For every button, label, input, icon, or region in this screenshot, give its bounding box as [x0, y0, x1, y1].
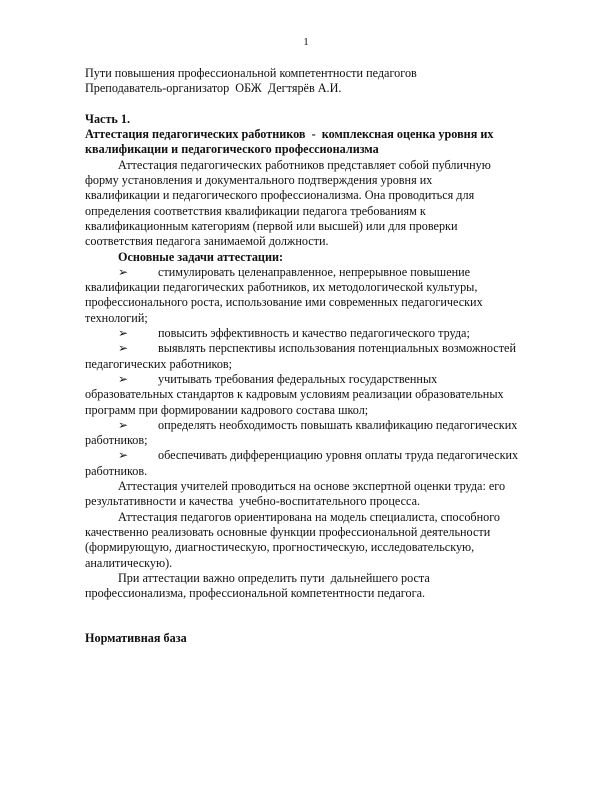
bullet-continuation: работников;: [85, 433, 148, 448]
bullet-first-line: [85, 418, 547, 433]
section-heading-line: квалификации и педагогического профессионализма: [85, 142, 379, 157]
paragraph-2: [85, 479, 547, 510]
paragraph-line: форму установления и документального подтверждения уровня их: [85, 173, 433, 188]
document-author: Преподаватель-организатор ОБЖ Дегтярёв А.И.: [85, 81, 342, 96]
bullet-continuation: образовательных стандартов к кадровым условиям реализации образовательных: [85, 387, 504, 402]
arrow-bullet-icon: ➢: [118, 417, 129, 432]
bullet-first-line: [85, 448, 547, 463]
bullet-first-line: [85, 372, 547, 387]
bullet-text: повысить эффективность и качество педагогического труда;: [158, 326, 470, 341]
intro-paragraph: [85, 158, 547, 250]
bullet-text: выявлять перспективы использования потенциальных возможностей: [158, 341, 516, 356]
paragraph-line: Аттестация учителей проводиться на основе экспертной оценки труда: его: [118, 479, 506, 494]
paragraph-line: квалификации и педагогического профессионализма. Она проводиться для: [85, 188, 475, 203]
bullet-continuation: технологий;: [85, 310, 148, 325]
section-heading-line: Аттестация педагогических работников - комплексная оценка уровня их: [85, 127, 494, 142]
bullet-continuation: педагогических работников;: [85, 356, 233, 371]
tasks-heading: Основные задачи аттестации:: [118, 249, 284, 264]
bullet-continuation: программ при формировании кадрового состава школ;: [85, 402, 369, 417]
arrow-bullet-icon: ➢: [118, 264, 129, 279]
document-title: Пути повышения профессиональной компетентности педагогов: [85, 66, 417, 80]
bullet-text: учитывать требования федеральных государственных: [158, 371, 438, 386]
document-body: [85, 66, 547, 647]
list-item: [85, 265, 547, 326]
list-item: [85, 372, 547, 418]
footer-heading: Нормативная база: [85, 631, 187, 646]
arrow-bullet-icon: ➢: [118, 371, 129, 386]
paragraph-line: квалификационным категориям (первой или высшей) или для проверки: [85, 218, 458, 233]
paragraph-4: [85, 571, 547, 602]
paragraph-3: [85, 510, 547, 571]
list-item: [85, 326, 547, 341]
paragraph-line: Аттестация педагогов ориентирована на модель специалиста, способного: [118, 509, 501, 524]
bullet-continuation: квалификации педагогических работников, их методологической культуры,: [85, 280, 478, 295]
page-number: 1: [303, 36, 309, 48]
tasks-list: [85, 265, 547, 479]
bullet-text: определять необходимость повышать квалификацию педагогических: [158, 417, 518, 432]
paragraph-line: качественно реализовать основные функции профессиональной деятельности: [85, 524, 491, 539]
arrow-bullet-icon: ➢: [118, 326, 129, 341]
bullet-continuation: профессионального роста, использование ими современных педагогических: [85, 295, 483, 310]
paragraph-line: соответствия педагога занимаемой должности.: [85, 234, 329, 249]
bullet-first-line: [85, 326, 547, 341]
bullet-first-line: [85, 341, 547, 356]
list-item: [85, 418, 547, 449]
paragraph-line: Аттестация педагогических работников представляет собой публичную: [118, 157, 491, 172]
arrow-bullet-icon: ➢: [118, 341, 129, 356]
paragraph-line: (формирующую, диагностическую, прогностическую, исследовательскую,: [85, 540, 475, 555]
paragraph-line: определения соответствия квалификации педагога требованиям к: [85, 203, 426, 218]
part-heading: Часть 1.: [85, 111, 131, 126]
list-item: [85, 448, 547, 479]
arrow-bullet-icon: ➢: [118, 448, 129, 463]
paragraph-line: профессионализма, профессиональной компетентности педагога.: [85, 586, 426, 601]
bullet-text: стимулировать целенаправленное, непрерывное повышение: [158, 264, 471, 279]
bullet-text: обеспечивать дифференциацию уровня оплаты труда педагогических: [158, 448, 519, 463]
paragraph-line: аналитическую).: [85, 555, 173, 570]
paragraph-line: При аттестации важно определить пути дальнейшего роста: [118, 570, 430, 585]
bullet-first-line: [85, 265, 547, 280]
paragraph-line: результативности и качества учебно-воспитательного процесса.: [85, 494, 421, 509]
bullet-continuation: работников.: [85, 463, 148, 478]
list-item: [85, 341, 547, 372]
